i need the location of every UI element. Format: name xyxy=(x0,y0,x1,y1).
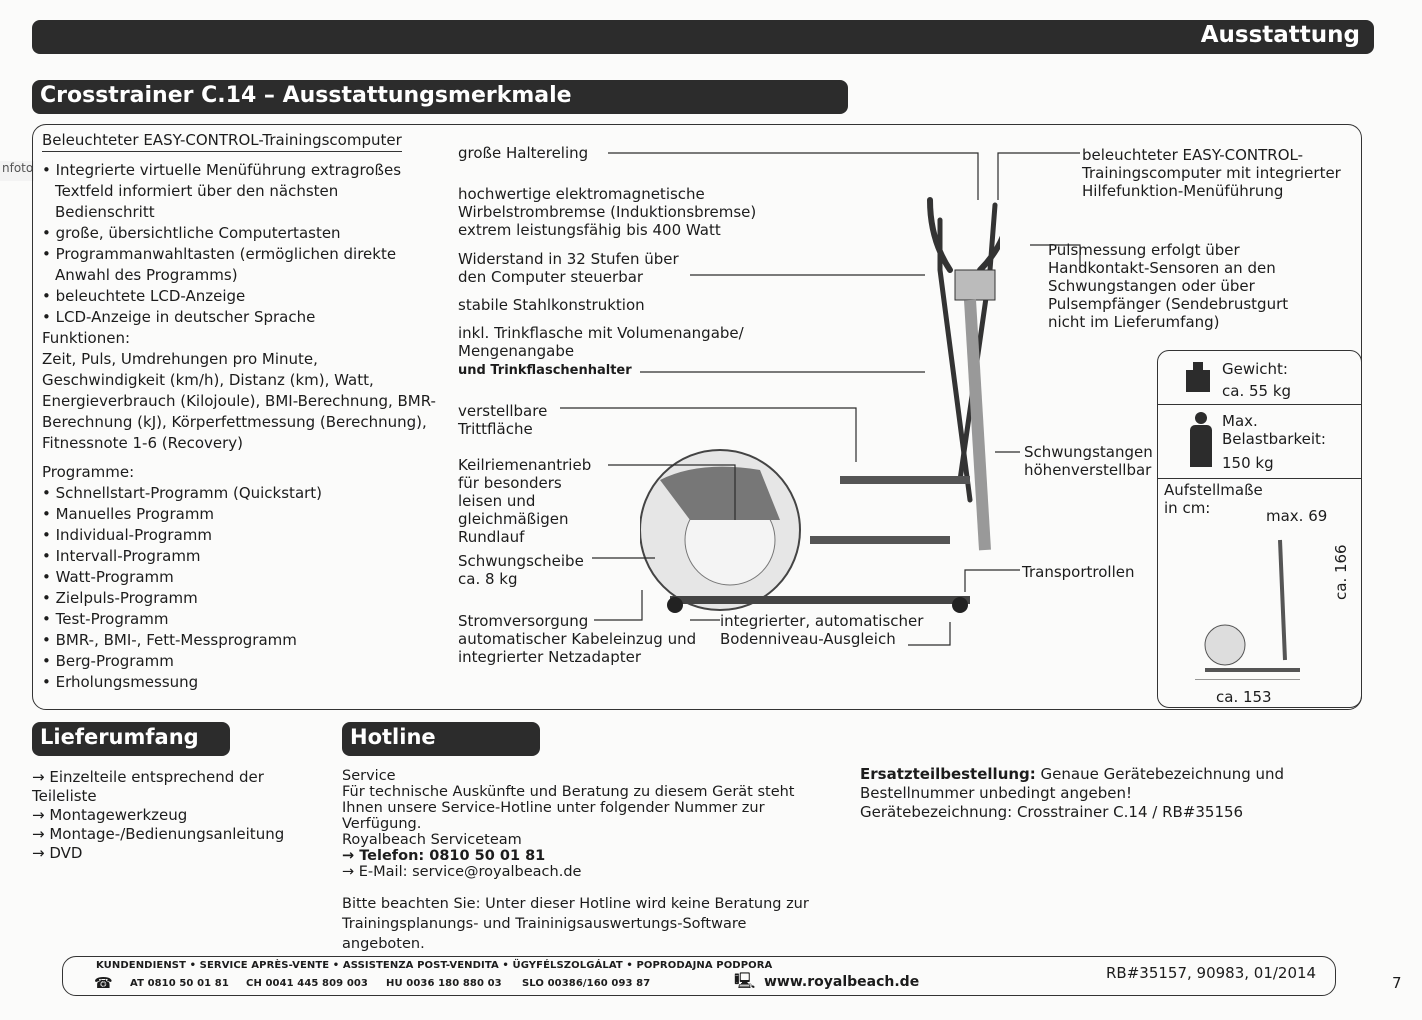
program-item: • Individual-Programm xyxy=(42,526,212,544)
program-item: • Manuelles Programm xyxy=(42,505,215,523)
hotline-title: Hotline xyxy=(350,725,436,749)
phone-icon: ☎ xyxy=(94,974,113,992)
hotline-text: Für technische Auskünfte und Beratung zu diesem Gerät steht Ihnen unsere Service-Hotline unter folgender Nummer zur Verfügung. xyxy=(342,784,795,832)
footer-phone-hu: HU 0036 180 880 03 xyxy=(386,978,502,989)
computer-bullet: • LCD-Anzeige in deutscher Sprache xyxy=(42,308,316,326)
spare-parts-text: Genaue Gerätebezeichnung und Bestellnummer unbedingt angeben! xyxy=(860,765,1285,802)
label-computer-right: beleuchteter EASY-CONTROL-Trainingscomputer mit integrierter Hilfefunktion-Menüführung xyxy=(1082,146,1341,200)
delivery-item: → Montage-/Bedienungsanleitung xyxy=(32,825,285,843)
computer-features xyxy=(42,130,442,693)
spec-divider xyxy=(1158,478,1361,479)
program-item: • Berg-Programm xyxy=(42,652,174,670)
load-value: 150 kg xyxy=(1222,454,1274,472)
hotline-team: Royalbeach Serviceteam xyxy=(342,832,522,848)
program-item: • Test-Programm xyxy=(42,610,169,628)
label-puls: Pulsmessung erfolgt über Handkontakt-Sensoren an den Schwungstangen oder über Pulsempfänger (Sendebrustgurt nicht im Lieferumfang) xyxy=(1048,241,1289,331)
hotline-header xyxy=(342,722,540,756)
label-stangen: Schwungstangen höhenverstellbar xyxy=(1024,443,1153,479)
program-item: • BMR-, BMI-, Fett-Messprogramm xyxy=(42,631,297,649)
label-stahl: stabile Stahlkonstruktion xyxy=(458,296,645,314)
label-boden: integrierter, automatischer Bodenniveau-Ausgleich xyxy=(720,612,924,648)
functions-title: Funktionen: xyxy=(42,329,131,347)
dims-width: max. 69 xyxy=(1266,507,1328,525)
label-flasche-bold: und Trinkflaschenhalter xyxy=(458,363,632,378)
label-halte: große Haltereling xyxy=(458,144,589,162)
program-item: • Schnellstart-Programm (Quickstart) xyxy=(42,484,323,502)
hotline-phone: → Telefon: 0810 50 01 81 xyxy=(342,848,546,864)
computer-bullet: • große, übersichtliche Computertasten xyxy=(42,224,341,242)
computer-bullet: • Integrierte virtuelle Menüführung extragroßes Textfeld informiert über den nächsten Bedienschritt xyxy=(42,161,402,221)
program-item: • Watt-Programm xyxy=(42,568,174,586)
spare-parts-block xyxy=(860,765,1310,822)
program-item: • Intervall-Programm xyxy=(42,547,201,565)
spare-parts-title: Ersatzteilbestellung: xyxy=(860,765,1036,783)
footer-phone-at: AT 0810 50 01 81 xyxy=(130,978,229,989)
label-keil: Keilriemenantrieb für besonders leisen und gleichmäßigen Rundlauf xyxy=(458,456,592,546)
load-label: Max. Belastbarkeit: xyxy=(1222,412,1326,448)
weight-label: Gewicht: xyxy=(1222,360,1288,378)
person-icon xyxy=(1190,425,1212,467)
dims-height: ca. 166 xyxy=(1332,544,1350,600)
hotline-text-block xyxy=(342,768,832,954)
lieferumfang-title: Lieferumfang xyxy=(40,725,199,749)
delivery-item: → Montagewerkzeug xyxy=(32,806,188,824)
page-title: Crosstrainer C.14 – Ausstattungsmerkmale xyxy=(40,83,572,108)
label-widerstand: Widerstand in 32 Stufen über den Computer steuerbar xyxy=(458,250,679,286)
hotline-email[interactable]: → E-Mail: service@royalbeach.de xyxy=(342,864,582,880)
delivery-item: → DVD xyxy=(32,844,83,862)
lieferumfang-header xyxy=(32,722,230,756)
section-title: Ausstattung xyxy=(1200,22,1360,48)
weight-icon xyxy=(1186,370,1210,392)
computer-title: Beleuchteter EASY-CONTROL-Trainingscomputer xyxy=(42,130,402,152)
functions-text: Zeit, Puls, Umdrehungen pro Minute, Geschwindigkeit (km/h), Distanz (km), Watt, Energieverbrauch (Kilojoule), BMI-Berechnung, BMR-Berechnung (kJ), Körperfettmessung (Berechnung), Fitnessnote 1-6 (Recovery) xyxy=(42,350,436,452)
top-header-bar xyxy=(32,20,1374,54)
footer-website[interactable]: www.royalbeach.de xyxy=(764,974,920,990)
computer-bullet: • beleuchtete LCD-Anzeige xyxy=(42,287,246,305)
crosstrainer-illustration xyxy=(640,180,1000,620)
spare-parts-device: Gerätebezeichnung: Crosstrainer C.14 / RB#35156 xyxy=(860,803,1244,821)
lieferumfang-list xyxy=(32,768,332,863)
weight-value: ca. 55 kg xyxy=(1222,382,1292,400)
page-title-bar xyxy=(32,80,848,114)
programs-title: Programme: xyxy=(42,463,135,481)
label-bremse: hochwertige elektromagnetische Wirbelstrombremse (Induktionsbremse) extrem leistungsfähig bis 400 Watt xyxy=(458,185,757,239)
computer-icon: 🖳 xyxy=(734,971,756,990)
person-icon xyxy=(1195,412,1207,424)
program-item: • Erholungsmessung xyxy=(42,673,199,691)
side-tag: nfoto xyxy=(0,161,34,181)
page-number: 7 xyxy=(1392,974,1402,992)
footer-services: KUNDENDIENST • SERVICE APRÈS-VENTE • ASSISTENZA POST-VENDITA • ÜGYFÉLSZOLGÁLAT • POPRODAJNA PODPORA xyxy=(96,960,773,971)
dims-length: ca. 153 xyxy=(1216,688,1272,706)
footer-phone-slo: SLO 00386/160 093 87 xyxy=(522,978,651,989)
label-tritt: verstellbare Trittfläche xyxy=(458,402,548,438)
hotline-service: Service xyxy=(342,768,396,784)
delivery-item: → Einzelteile entsprechend der Teileliste xyxy=(32,768,264,805)
label-schwung: Schwungscheibe ca. 8 kg xyxy=(458,552,584,588)
hotline-note: Bitte beachten Sie: Unter dieser Hotline wird keine Beratung zur Trainingsplanungs- und Traininigsauswertungs-Software angeboten. xyxy=(342,896,809,952)
label-rollen: Transportrollen xyxy=(1022,563,1135,581)
program-item: • Zielpuls-Programm xyxy=(42,589,198,607)
footer-code: RB#35157, 90983, 01/2014 xyxy=(1106,964,1317,982)
computer-bullet: • Programmanwahltasten (ermöglichen direkte Anwahl des Programms) xyxy=(42,245,397,284)
footer-phone-ch: CH 0041 445 809 003 xyxy=(246,978,368,989)
spec-divider xyxy=(1158,404,1361,405)
dimension-thumbnail xyxy=(1190,520,1320,680)
label-strom: Stromversorgung automatischer Kabeleinzug und integrierter Netzadapter xyxy=(458,612,697,666)
dims-label: Aufstellmaße in cm: xyxy=(1164,481,1263,517)
label-flasche: inkl. Trinkflasche mit Volumenangabe/ Mengenangabe xyxy=(458,324,744,360)
